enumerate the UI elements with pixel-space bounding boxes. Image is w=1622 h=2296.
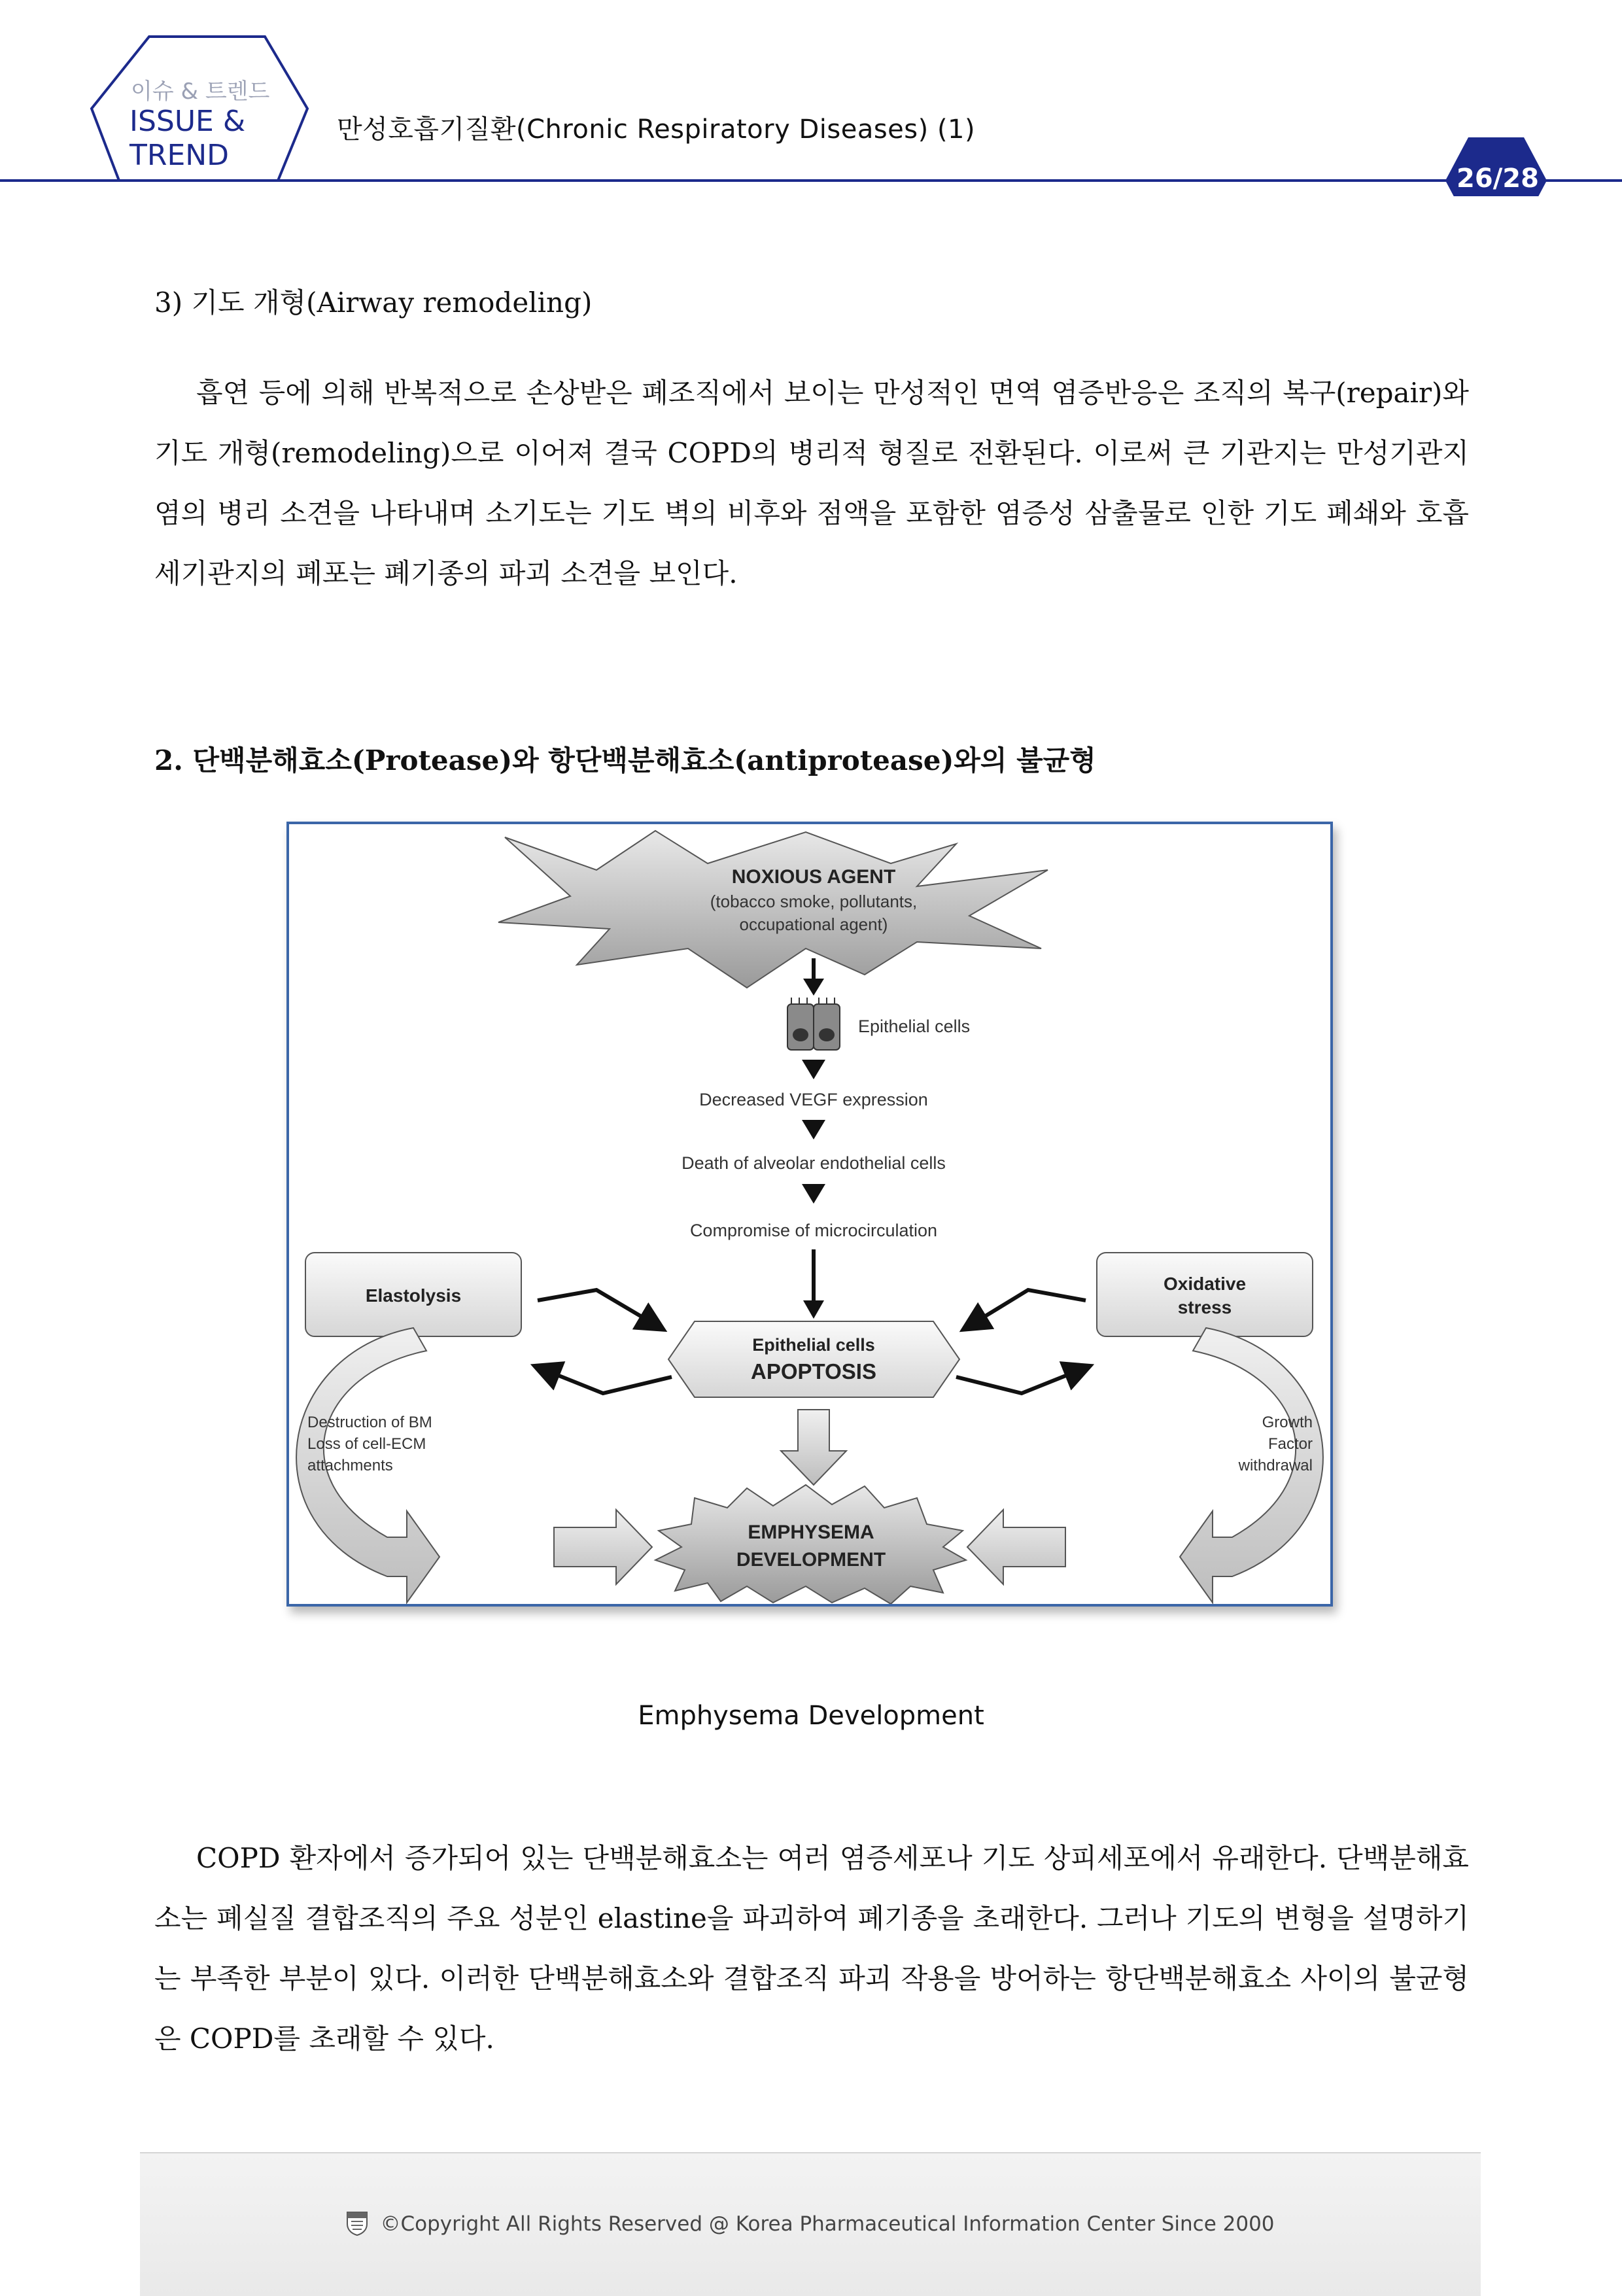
step-decreased-vegf: Decreased VEGF expression [699,1090,928,1109]
oxidative-stress-box [1097,1253,1313,1336]
right-note-line-2: Factor [1268,1435,1313,1453]
footer-content [140,2210,1481,2236]
oxidative-stress-line-1: Oxidative [1163,1274,1247,1294]
emphysema-burst [655,1485,966,1604]
oxidative-stress-line-2: stress [1177,1297,1232,1317]
emphysema-figure [286,822,1333,1607]
step-death-endothelial-cells: Death of alveolar endothelial cells [682,1153,946,1173]
page-footer [140,2152,1481,2296]
paragraph-protease-imbalance: COPD 환자에서 증가되어 있는 단백분해효소는 여러 염증세포나 기도 상피세포에서 유래한다. 단백분해효소는 폐실질 결합조직의 주요 성분인 elastine을 파괴하여 폐기종을 초래한다. 그러나 기도의 변형을 설명하기는 부족한 부분이 있다. 이러한 단백분해효소와 결합조직 파괴 작용을 방어하는 항단백분해효소 사이의 불균형은 COPD를 초래할 수 있다. [154,1842,1469,2055]
paragraph-airway-remodeling: 흡연 등에 의해 반복적으로 손상받은 폐조직에서 보이는 만성적인 면역 염증반응은 조직의 복구(repair)와 기도 개형(remodeling)으로 이어져 결국 COPD의 병리적 형질로 전환된다. 이로써 큰 기관지는 만성기관지염의 병리 소견을 나타내며 소기도는 기도 벽의 비후와 점액을 포함한 염증성 삼출물로 인한 기도 폐쇄와 호흡세기관지의 폐포는 폐기종의 파괴 소견을 보인다. [154,377,1469,589]
brand-line-2: TREND [129,139,230,172]
left-note-line-1: Destruction of BM [307,1414,432,1431]
copyright-text: ©Copyright All Rights Reserved @ Korea Pharmaceutical Information Center Since 2000 [380,2212,1275,2236]
brand-english [129,105,293,173]
header-title: 만성호흡기질환(Chronic Respiratory Diseases) (1) [337,114,976,145]
left-note-line-2: Loss of cell-ECM [307,1435,426,1453]
kpic-logo-icon [346,2210,368,2236]
right-note-line-1: Growth [1262,1414,1313,1431]
step-compromise-microcirculation: Compromise of microcirculation [689,1221,938,1240]
brand-line-1: ISSUE & [129,105,246,138]
apoptosis-line-1: Epithelial cells [752,1335,875,1355]
noxious-agent-detail-2: occupational agent) [739,914,888,934]
apoptosis-line-2: APOPTOSIS [751,1359,876,1383]
section-heading-protease-imbalance: 2. 단백분해효소(Protease)와 항단백분해효소(antiprotease)와의 불균형 [154,744,1096,776]
page-number: 26/28 [1457,164,1539,194]
emphysema-line-1: EMPHYSEMA [748,1522,874,1543]
elastolysis-label: Elastolysis [365,1285,462,1306]
epithelial-cells-label: Epithelial cells [858,1017,971,1036]
epithelial-cells-icon [787,998,840,1050]
right-note-line-3: withdrawal [1238,1457,1313,1474]
emphysema-diagram [289,824,1330,1604]
section-heading-airway-remodeling: 3) 기도 개형(Airway remodeling) [154,287,593,319]
noxious-agent-title: NOXIOUS AGENT [731,866,896,888]
figure-caption: Emphysema Development [638,1701,984,1731]
noxious-agent-detail-1: (tobacco smoke, pollutants, [710,892,918,911]
left-note-line-3: attachments [307,1457,393,1474]
page-header [0,0,1622,196]
emphysema-line-2: DEVELOPMENT [736,1549,886,1571]
brand-korean: 이슈 & 트렌드 [131,78,270,105]
